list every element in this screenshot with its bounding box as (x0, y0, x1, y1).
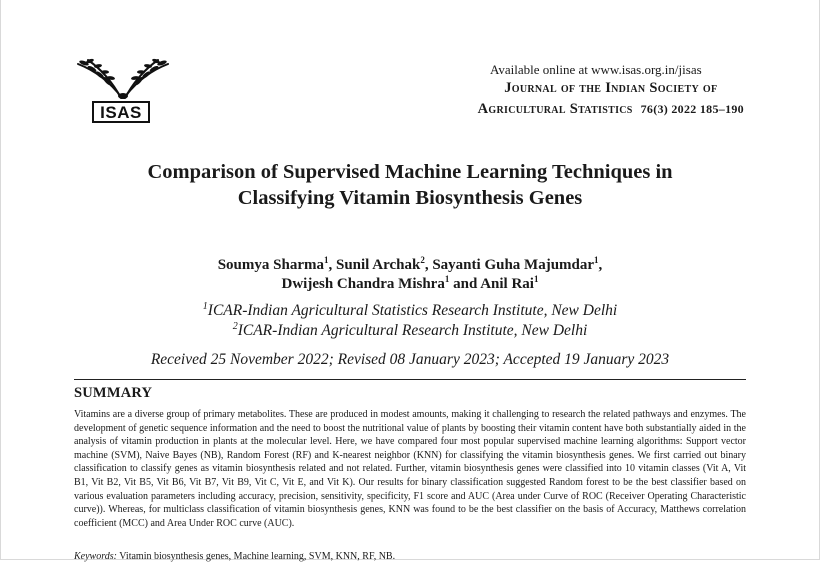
affiliation-item (90, 321, 730, 341)
author-affiliation-mark: 1 (533, 274, 539, 284)
affiliation-number: 1 (202, 301, 208, 312)
journal-name-line2 (478, 99, 744, 120)
author-separator: , (328, 257, 336, 273)
section-divider (74, 379, 746, 380)
keywords-label: Keywords: (74, 551, 117, 562)
author-list (90, 256, 730, 294)
journal-header (478, 62, 744, 120)
affiliation-list (90, 301, 730, 341)
author-line1 (90, 256, 730, 275)
journal-name-line1: Journal of the Indian Society of (504, 80, 718, 96)
paper-title-line2: Classifying Vitamin Biosynthesis Genes (237, 187, 583, 209)
keywords-line (74, 550, 746, 563)
paper-title (90, 159, 730, 211)
affiliation-number: 2 (232, 321, 238, 332)
author-affiliation-mark: 1 (323, 255, 329, 265)
author-name: Sayanti Guha Majumdar (432, 257, 595, 273)
paper-title-line1: Comparison of Supervised Machine Learning Techniques in (147, 161, 673, 183)
author-separator: and (449, 276, 481, 292)
summary-heading: SUMMARY (74, 385, 153, 401)
keywords-text: Vitamin biosynthesis genes, Machine learning, SVM, KNN, RF, NB. (119, 551, 396, 562)
submission-dates: Received 25 November 2022; Revised 08 January 2023; Accepted 19 January 2023 (150, 351, 670, 368)
author-line2 (90, 275, 730, 294)
available-online-text: Available online at www.isas.org.in/jisas (489, 62, 702, 77)
affiliation-item (90, 301, 730, 321)
logo-label: ISAS (92, 101, 150, 123)
author-name: Sunil Archak (335, 257, 421, 273)
author-separator: , (598, 257, 603, 273)
author-name: Anil Rai (480, 276, 534, 292)
affiliation-text: ICAR-Indian Agricultural Statistics Research Institute, New Delhi (207, 302, 618, 319)
journal-name-part: Agricultural Statistics (477, 101, 633, 117)
author-name: Soumya Sharma (217, 257, 324, 273)
author-name: Dwijesh Chandra Mishra (281, 276, 445, 292)
author-affiliation-mark: 1 (444, 274, 450, 284)
affiliation-text: ICAR-Indian Agricultural Research Institute, New Delhi (237, 322, 588, 339)
summary-paragraph: Vitamins are a diverse group of primary metabolites. These are produced in modest amounts, making it challenging to research the related pathways and enzymes. The development of genetic sequence information and the need to boost the nutritional value of plants by boosting their vitamin content have both substantially aided in the analysis of vitamin production in plants at the molecular level. Here, we have compared four most popular supervised machine learning algorithms: Support vector machine (SVM), Naive Bayes (NB), Random Forest (RF) and K-nearest neighbor (KNN) for classifying the vitamin biosynthesis genes. We first carried out binary classification to classify genes as vitamin biosynthesis related and not related. Further, vitamin biosynthesis genes were classified into 10 vitamin classes (Vit A, Vit B1, Vit B2, Vit B5, Vit B6, Vit B7, Vit B9, Vit C, Vit E, and Vit K). Our results for binary classification suggested Random forest to be the best classifier based on various evaluation parameters including accuracy, precision, sensitivity, specificity, F1 score and AUC (Area under Curve of ROC (Receiver Operating Characteristic curve)). Whereas, for multiclass classification of vitamin biosynthesis genes, KNN was found to be the best classifier on the basis of Accuracy, Matthews correlation coefficient (MCC) and Area Under ROC curve (AUC). (74, 409, 746, 529)
author-affiliation-mark: 1 (594, 255, 599, 265)
wheat-emblem-icon (74, 58, 172, 102)
author-affiliation-mark: 2 (420, 255, 425, 265)
author-separator: , (424, 257, 433, 273)
journal-citation: 76(3) 2022 185–190 (640, 102, 744, 116)
